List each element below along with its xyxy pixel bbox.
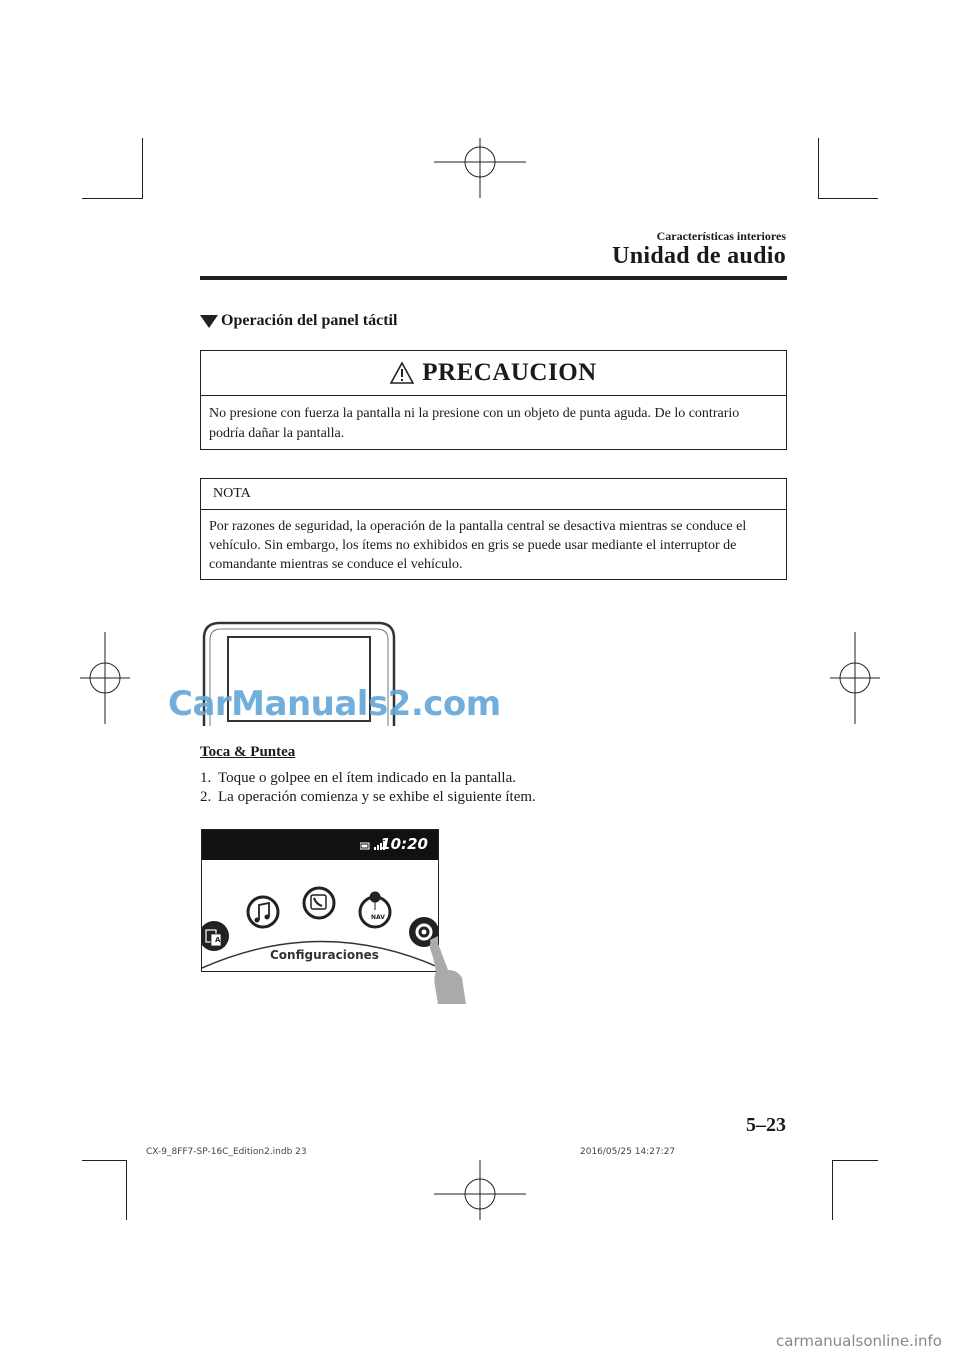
note-box — [200, 478, 787, 580]
section-title — [200, 312, 397, 330]
header-chapter: Unidad de audio — [612, 243, 786, 269]
navigation-icon — [360, 892, 390, 927]
subheading: Toca & Puntea — [200, 744, 296, 760]
site-watermark: carmanualsonline.info — [776, 1332, 942, 1350]
list-item: 2. La operación comienza y se exhibe el siguiente ítem. — [200, 789, 536, 805]
carmanuals-watermark: CarManuals2.com — [168, 684, 501, 724]
nav-badge: NAV — [371, 914, 385, 921]
clock-time: 10:20 — [380, 835, 428, 853]
caution-title: PRECAUCION — [422, 359, 597, 386]
header-section: Características interiores — [656, 229, 786, 243]
section-title-text: Operación del panel táctil — [221, 312, 398, 329]
registration-mark-right — [830, 632, 880, 724]
note-title: NOTA — [201, 479, 786, 510]
caution-text: No presione con fuerza la pantalla ni la presione con un objeto de punta aguda. De lo contrario podría dañar la pantalla. — [209, 406, 740, 441]
screen-illustration — [201, 829, 439, 972]
note-text: Por razones de seguridad, la operación de la pantalla central se desactiva mientras se conduce el vehículo. Sin embargo, los ítems no exhibidos en gris se puede usar mediante el interruptor de comandante mientras se conduce el vehículo. — [209, 519, 747, 572]
page-number: 5–23 — [746, 1114, 786, 1136]
music-icon — [248, 897, 278, 927]
footer-file: CX-9_8FF7-SP-16C_Edition2.indb 23 — [146, 1147, 307, 1157]
steps-list — [200, 769, 536, 807]
screen-label: Configuraciones — [270, 948, 379, 962]
caution-header — [201, 351, 786, 396]
footer-date: 2016/05/25 14:27:27 — [580, 1147, 676, 1157]
triangle-bullet-icon — [200, 315, 218, 328]
hand-icon — [428, 940, 468, 1006]
registration-mark-top — [434, 138, 526, 198]
header-rule — [200, 276, 787, 280]
registration-mark-left — [80, 632, 130, 724]
phone-icon — [304, 888, 334, 918]
app-badge: A — [215, 936, 221, 944]
list-item: 1. Toque o golpee en el ítem indicado en la pantalla. — [200, 770, 517, 786]
registration-mark-bottom — [434, 1160, 526, 1220]
warning-triangle-icon — [390, 362, 414, 384]
caution-box — [200, 350, 787, 450]
